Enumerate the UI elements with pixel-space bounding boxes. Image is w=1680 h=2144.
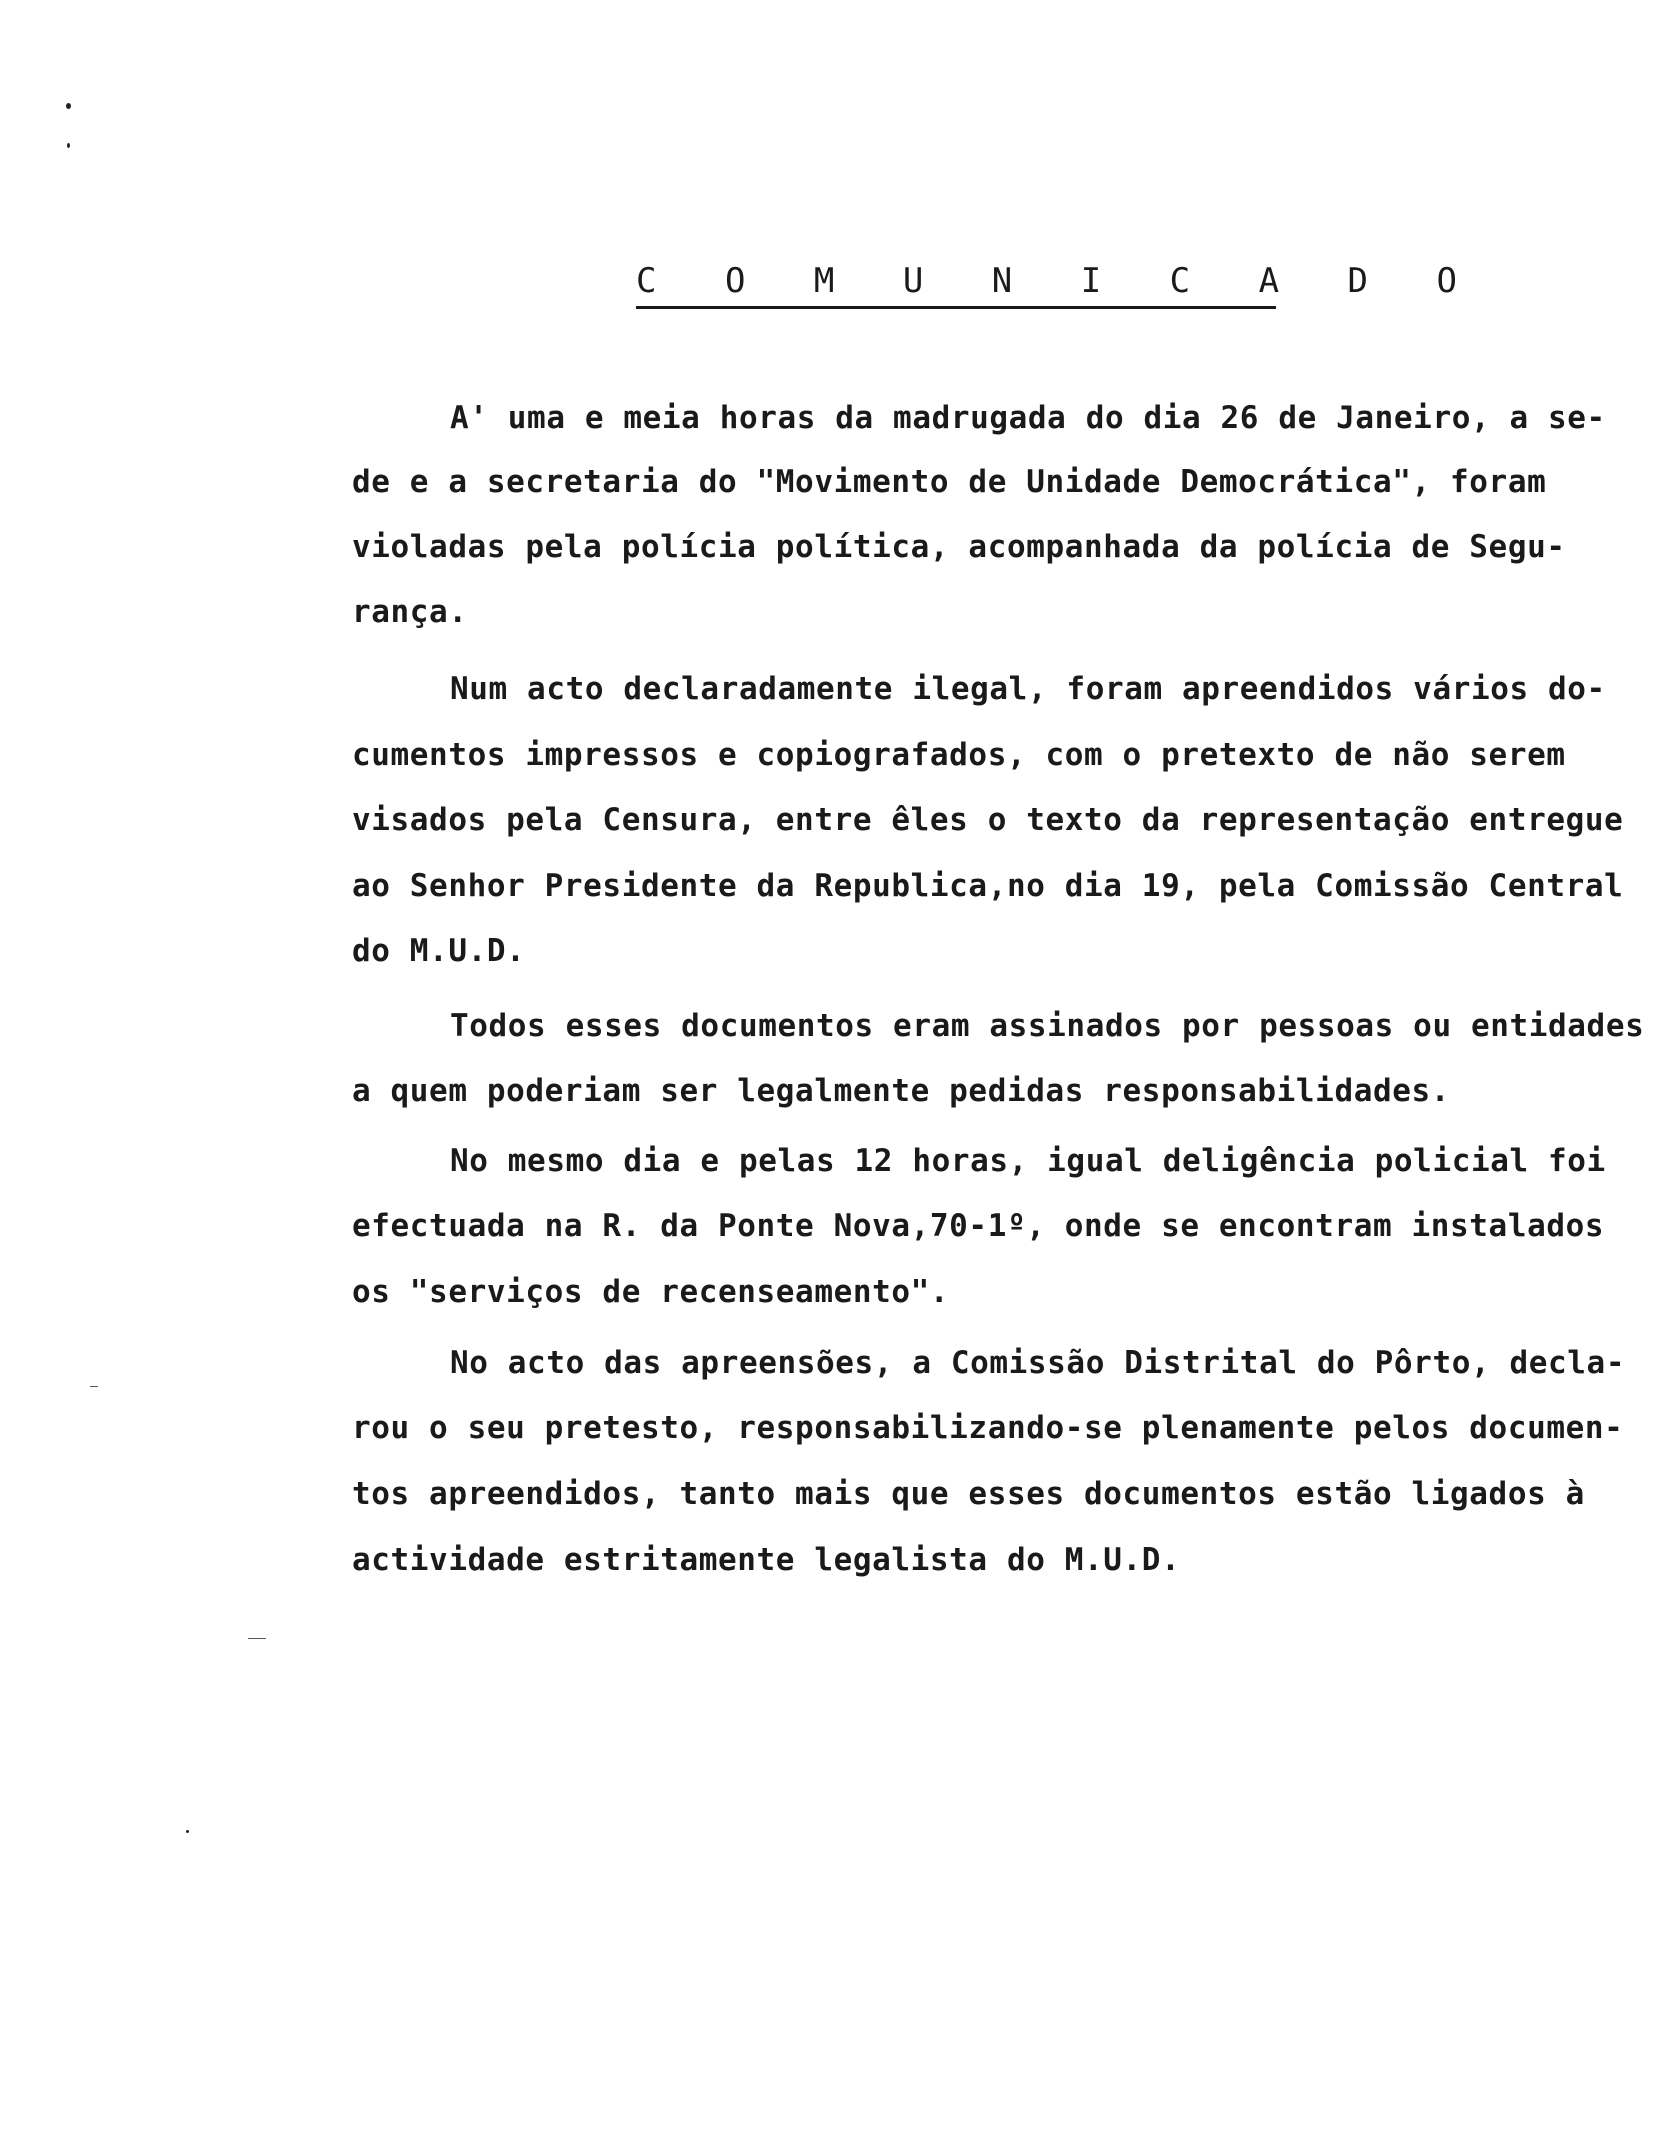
- paragraph-3-line-1: Todos esses documentos eram assinados por pessoas ou entidades: [450, 1008, 1645, 1044]
- paragraph-5-line-4: actividade estritamente legalista do M.U.D.: [352, 1542, 1181, 1578]
- paragraph-1-line-4: rança.: [352, 594, 468, 630]
- scan-speck: [66, 103, 71, 109]
- scan-speck: [67, 143, 70, 148]
- paragraph-4-line-3: os "serviços de recenseamento".: [352, 1274, 950, 1310]
- paragraph-2-line-1: Num acto declaradamente ilegal, foram apreendidos vários do-: [450, 671, 1606, 707]
- scan-mark: [90, 1386, 98, 1387]
- document-title: C O M U N I C A D O: [636, 256, 1276, 309]
- paragraph-2-line-4: ao Senhor Presidente da Republica,no dia 19, pela Comissão Central: [352, 868, 1624, 904]
- paragraph-1-line-1: A' uma e meia horas da madrugada do dia 26 de Janeiro, a se-: [450, 400, 1606, 436]
- paragraph-3-line-2: a quem poderiam ser legalmente pedidas responsabilidades.: [352, 1073, 1451, 1109]
- paragraph-4-line-2: efectuada na R. da Ponte Nova,70-1º, onde se encontram instalados: [352, 1208, 1605, 1244]
- paragraph-4-line-1: No mesmo dia e pelas 12 horas, igual deligência policial foi: [450, 1143, 1606, 1179]
- paragraph-2-line-2: cumentos impressos e copiografados, com o pretexto de não serem: [352, 737, 1566, 773]
- paragraph-1-line-2: de e a secretaria do "Movimento de Unidade Democrática", foram: [352, 464, 1547, 500]
- paragraph-5-line-2: rou o seu pretesto, responsabilizando-se plenamente pelos documen-: [352, 1410, 1624, 1446]
- paragraph-1-line-3: violadas pela polícia política, acompanhada da polícia de Segu-: [352, 529, 1566, 565]
- scan-speck: [186, 1830, 189, 1833]
- paragraph-2-line-3: visados pela Censura, entre êles o texto da representação entregue: [352, 802, 1624, 838]
- scan-mark: [248, 1638, 266, 1639]
- paragraph-5-line-1: No acto das apreensões, a Comissão Distrital do Pôrto, decla-: [450, 1345, 1626, 1381]
- paragraph-5-line-3: tos apreendidos, tanto mais que esses documentos estão ligados à: [352, 1476, 1585, 1512]
- paragraph-2-line-5: do M.U.D.: [352, 933, 526, 969]
